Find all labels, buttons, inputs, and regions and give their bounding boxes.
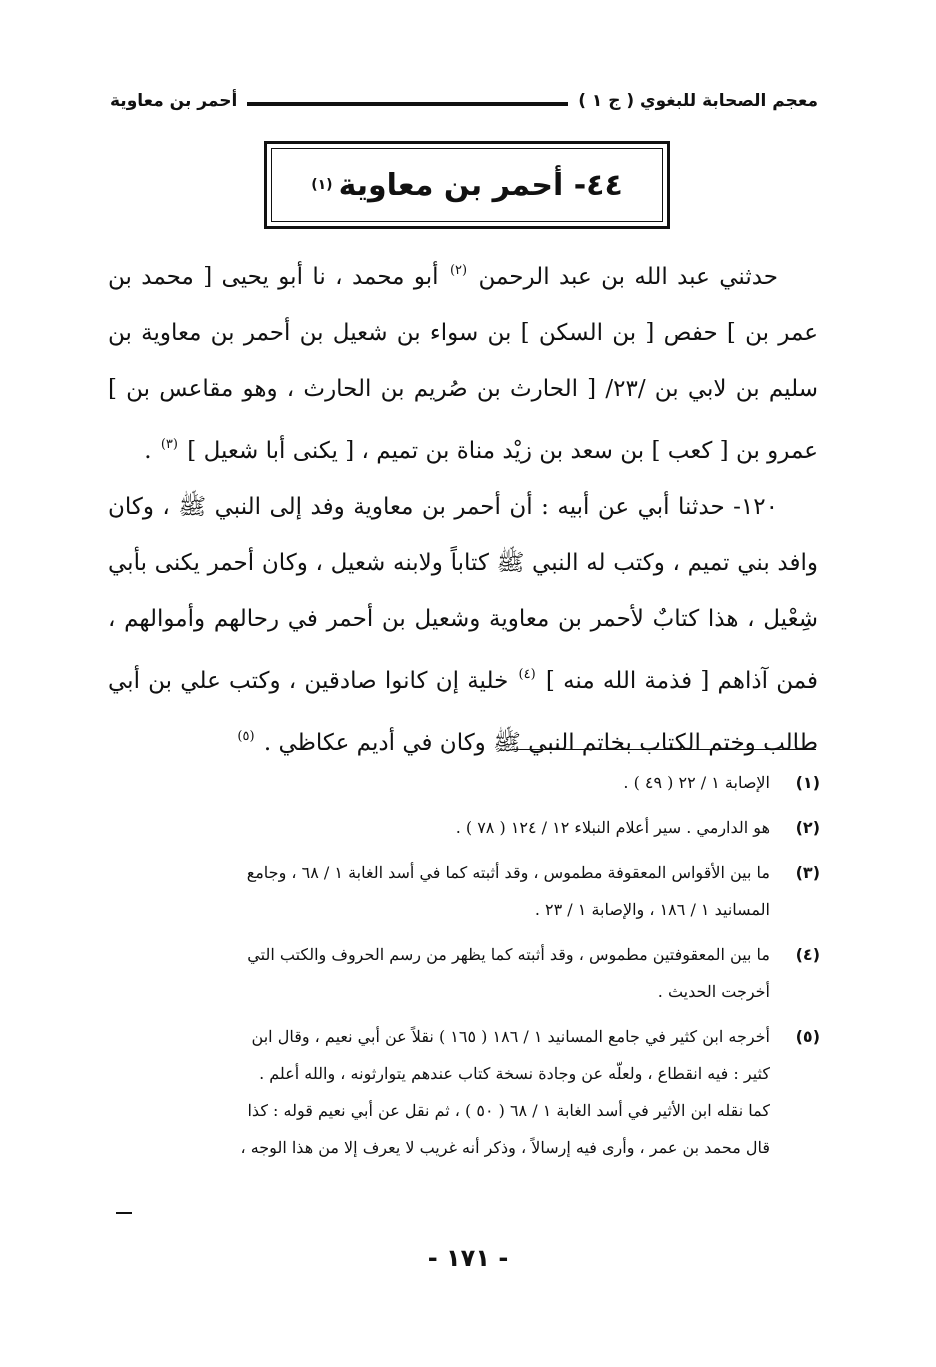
footnote-text [108, 764, 770, 801]
footnote-line: ما بين المعقوفتين مطموس ، وقد أثبته كما يظهر من رسم الحروف والكتب التي [247, 945, 770, 964]
footnote-number: (٤) [795, 945, 820, 964]
footnote-line: هو الدارمي . سير أعلام النبلاء ١٢ / ١٢٤ ( ٧٨ ) . [455, 818, 770, 837]
footnotes [108, 764, 820, 1174]
footnote-ref: (٤) [518, 667, 536, 682]
paragraph-text: ١٢٠- حدثنا أبي عن أبيه : أن أحمر بن معاوية وفد إلى النبي ﷺ ، وكان وافد بني تميم ، وكتب له النبي ﷺ كتاباً ولابنه شعيل ، وكان أحمر يكنى بأبي شِعْيل ، هذا كتابٌ لأحمر بن معاوية وشعيل بن أحمر في رحالهم وأموالهم ، فمن آذاهم [ فذمة الله منه ] [108, 494, 819, 694]
footnote-text [108, 809, 770, 846]
header-rule [247, 102, 568, 106]
paragraph-text: أبو محمد ، نا أبو يحيى [ محمد بن عمر بن ] حفص [ بن السكن ] بن سواء بن شعيل بن أحمر بن معاوية بن سليم بن لابي بن /٢٣/ [ الحارث بن صُريم بن الحارث ، وهو مقاعس بن ] عمرو بن [ كعب ] بن سعد بن زيْد مناة بن تميم ، [ يكنى أبا شعيل ] [108, 264, 818, 464]
page-number: - ١٧١ - [427, 1244, 509, 1272]
footnote-text [108, 936, 770, 1010]
footnote-line: أخرجت الحديث . [657, 982, 770, 1001]
footnote-number: (٥) [795, 1027, 820, 1046]
body-text [108, 243, 818, 771]
footnote-number: (٣) [795, 863, 820, 882]
chapter-title: أحمر بن معاوية [110, 91, 238, 111]
footnote-line: قال محمد بن عمر ، وأرى فيه إرسالاً ، وذكر أنه غريب لا يعرف إلا من هذا الوجه ، [240, 1138, 770, 1157]
footnote-number: (٢) [795, 818, 820, 837]
footnote-number: (١) [795, 773, 820, 792]
entry-title-box [264, 141, 670, 229]
entry-title-footnote-marker: (١) [311, 177, 333, 193]
entry-title: ٤٤- أحمر بن معاوية [338, 167, 623, 203]
footnote-ref: (٣) [160, 437, 178, 452]
paragraph-text: خلية إن كانوا صادقين ، وكتب علي بن أبي طالب وختم الكتاب بخاتم النبي ﷺ وكان في أديم عكاظي . [108, 668, 818, 756]
entry-title-inner [271, 148, 663, 222]
footnote-line: أخرجه ابن كثير في جامع المسانيد ١ / ١٨٦ ( ١٦٥ ) نقلاً عن أبي نعيم ، وقال ابن [251, 1027, 770, 1046]
book-title: معجم الصحابة للبغوي ( ج ١ ) [578, 91, 818, 111]
footnote-line: كما نقله ابن الأثير في أسد الغابة ١ / ٦٨ ( ٥٠ ) ، ثم نقل عن أبي نعيم قوله : كذا [247, 1101, 770, 1120]
continuation-dash [116, 1212, 132, 1214]
footnote-line: كثير : فيه انقطاع ، ولعلّه عن وجادة نسخة كتاب عندهم يتوارثونه ، والله أعلم . [259, 1064, 770, 1083]
footnote-text [108, 854, 770, 928]
footnote-line: المسانيد ١ / ١٨٦ ، والإصابة ١ / ٢٣ . [534, 900, 770, 919]
footnote-line: الإصابة ١ / ٢٢ ( ٤٩ ) . [623, 773, 770, 792]
paragraph-text: حدثني عبد الله بن عبد الرحمن [478, 264, 779, 290]
footnote-ref: (٢) [449, 263, 468, 278]
footnote-line: ما بين الأقواس المعقوفة مطموس ، وقد أثبته كما في أسد الغابة ١ / ٦٨ ، وجامع [246, 863, 770, 882]
footnote-1 [108, 764, 820, 801]
running-header [110, 86, 818, 116]
footnote-text [108, 1018, 770, 1166]
footnote-3 [108, 854, 820, 928]
footnote-separator [512, 749, 816, 750]
paragraph-isnad [108, 243, 818, 479]
paragraph-hadith-120 [108, 479, 818, 771]
footnote-2 [108, 809, 820, 846]
footnote-4 [108, 936, 820, 1010]
footnote-5 [108, 1018, 820, 1166]
footnote-ref: (٥) [237, 729, 255, 744]
paragraph-text: . [144, 438, 152, 464]
